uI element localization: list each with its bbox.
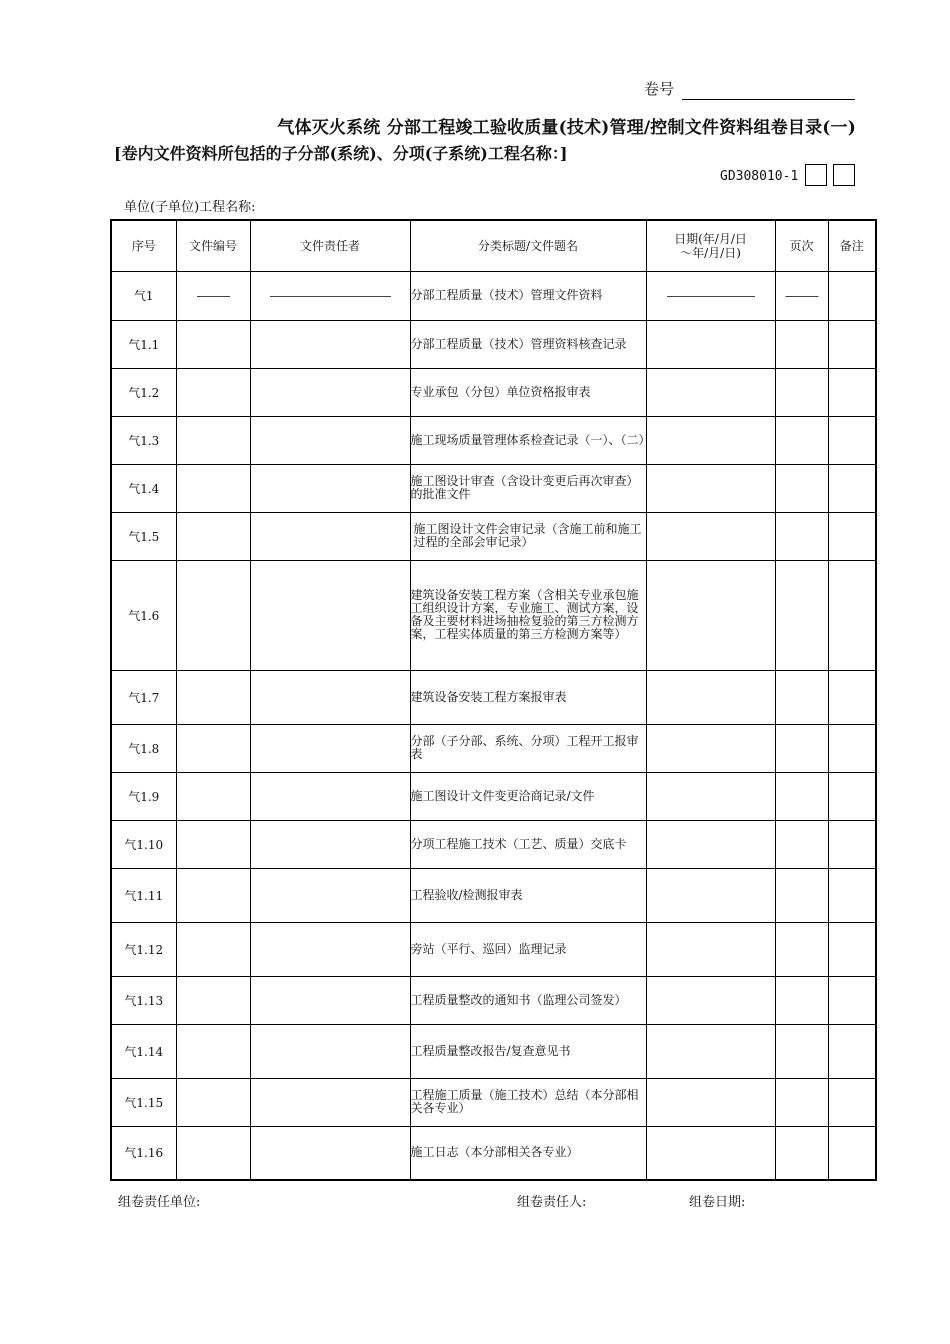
footer-person-label: 组卷责任人: (517, 1195, 587, 1210)
row-owner (250, 820, 410, 868)
row-title: 工程施工质量（施工技术）总结（本分部相关各专业） (410, 1078, 646, 1126)
table-header-row (111, 220, 876, 271)
volume-number-field (682, 99, 855, 100)
row-owner (250, 670, 410, 724)
header-title: 分类标题/文件题名 (410, 220, 646, 271)
row-date (646, 464, 775, 512)
row-seq: 气1.5 (111, 512, 176, 560)
row-remark (828, 724, 876, 772)
row-file-no (176, 976, 250, 1024)
row-owner (250, 368, 410, 416)
row-title: 施工日志（本分部相关各专业） (410, 1126, 646, 1180)
table-row (111, 416, 876, 464)
row-file-no (176, 560, 250, 670)
header-date-line1: 日期(年/月/日 (674, 231, 747, 246)
row-page (775, 1126, 828, 1180)
row-date (646, 820, 775, 868)
header-seq: 序号 (111, 220, 176, 271)
row-seq: 气1.6 (111, 560, 176, 670)
row-page (775, 1078, 828, 1126)
table-row (111, 670, 876, 724)
row-date (646, 512, 775, 560)
row-owner (250, 868, 410, 922)
row-remark (828, 464, 876, 512)
catalog-table (110, 219, 877, 1181)
row-owner (250, 416, 410, 464)
table-row (111, 368, 876, 416)
row-seq: 气1 (111, 271, 176, 320)
row-file-no (176, 1078, 250, 1126)
header-date (646, 220, 775, 271)
row-page (775, 368, 828, 416)
table-row (111, 976, 876, 1024)
row-date (646, 1126, 775, 1180)
row-owner (250, 1126, 410, 1180)
row-file-no (176, 512, 250, 560)
row-date (646, 560, 775, 670)
row-date (646, 724, 775, 772)
row-page (775, 1024, 828, 1078)
row-file-no (176, 320, 250, 368)
row-remark (828, 670, 876, 724)
row-date (646, 922, 775, 976)
row-title: 工程质量整改的通知书（监理公司签发） (410, 976, 646, 1024)
row-title: 旁站（平行、巡回）监理记录 (410, 922, 646, 976)
row-seq: 气1.10 (111, 820, 176, 868)
row-page (775, 868, 828, 922)
row-file-no: ——— (176, 271, 250, 320)
row-seq: 气1.15 (111, 1078, 176, 1126)
row-seq: 气1.14 (111, 1024, 176, 1078)
row-file-no (176, 820, 250, 868)
row-page (775, 922, 828, 976)
row-page (775, 320, 828, 368)
header-remark: 备注 (828, 220, 876, 271)
row-title: 工程验收/检测报审表 (410, 868, 646, 922)
row-remark (828, 1126, 876, 1180)
row-file-no (176, 464, 250, 512)
row-date (646, 1024, 775, 1078)
row-seq: 气1.2 (111, 368, 176, 416)
table-row (111, 1024, 876, 1078)
form-code: GD308010-1 (720, 169, 799, 184)
row-date: ———————— (646, 271, 775, 320)
row-remark (828, 560, 876, 670)
row-file-no (176, 724, 250, 772)
table-row (111, 820, 876, 868)
row-title: 分部工程质量（技术）管理文件资料 (410, 271, 646, 320)
footer-unit-label: 组卷责任单位: (118, 1195, 201, 1210)
row-owner (250, 976, 410, 1024)
document-title: 气体灭火系统 分部工程竣工验收质量(技术)管理/控制文件资料组卷目录(一) (277, 118, 856, 138)
row-date (646, 320, 775, 368)
row-owner (250, 560, 410, 670)
row-remark (828, 820, 876, 868)
row-file-no (176, 1024, 250, 1078)
table-row (111, 512, 876, 560)
table-row (111, 560, 876, 670)
row-page (775, 772, 828, 820)
row-seq: 气1.1 (111, 320, 176, 368)
row-owner (250, 1024, 410, 1078)
row-file-no (176, 368, 250, 416)
unit-name-label: 单位(子单位)工程名称: (124, 200, 256, 215)
row-title: 分部（子分部、系统、分项）工程开工报审表 (410, 724, 646, 772)
row-file-no (176, 670, 250, 724)
row-title: 分项工程施工技术（工艺、质量）交底卡 (410, 820, 646, 868)
row-owner (250, 922, 410, 976)
row-owner (250, 1078, 410, 1126)
row-remark (828, 320, 876, 368)
row-file-no (176, 416, 250, 464)
document-subtitle: [卷内文件资料所包括的子分部(系统)、分项(子系统)工程名称：] (114, 144, 568, 163)
row-remark (828, 1078, 876, 1126)
footer-date-label: 组卷日期: (689, 1195, 746, 1210)
header-owner: 文件责任者 (250, 220, 410, 271)
table-row (111, 320, 876, 368)
form-code-box-2 (833, 164, 855, 186)
row-remark (828, 512, 876, 560)
row-page (775, 416, 828, 464)
row-remark (828, 1024, 876, 1078)
header-file-no: 文件编号 (176, 220, 250, 271)
row-seq: 气1.7 (111, 670, 176, 724)
row-page (775, 976, 828, 1024)
header-date-line2: ～年/月/日) (680, 245, 741, 260)
row-seq: 气1.13 (111, 976, 176, 1024)
row-title: 施工现场质量管理体系检查记录（一）、（二） (410, 416, 646, 464)
table-row (111, 772, 876, 820)
row-title: 分部工程质量（技术）管理资料核查记录 (410, 320, 646, 368)
header-page: 页次 (775, 220, 828, 271)
row-seq: 气1.16 (111, 1126, 176, 1180)
row-file-no (176, 1126, 250, 1180)
row-seq: 气1.4 (111, 464, 176, 512)
row-page (775, 560, 828, 670)
row-seq: 气1.9 (111, 772, 176, 820)
row-title: 建筑设备安装工程方案（含相关专业承包施工组织设计方案，专业施工、测试方案，设备及主要材料进场抽检复验的第三方检测方案，工程实体质量的第三方检测方案等） (410, 560, 646, 670)
row-owner (250, 512, 410, 560)
row-date (646, 1078, 775, 1126)
row-owner (250, 320, 410, 368)
form-code-box-1 (805, 164, 827, 186)
row-page (775, 724, 828, 772)
row-remark (828, 271, 876, 320)
row-owner (250, 464, 410, 512)
table-row (111, 922, 876, 976)
row-remark (828, 368, 876, 416)
row-date (646, 868, 775, 922)
row-seq: 气1.3 (111, 416, 176, 464)
row-title: 建筑设备安装工程方案报审表 (410, 670, 646, 724)
row-page (775, 670, 828, 724)
row-date (646, 976, 775, 1024)
row-owner (250, 724, 410, 772)
row-title: 施工图设计文件变更洽商记录/文件 (410, 772, 646, 820)
row-page (775, 512, 828, 560)
row-title: 施工图设计审查（含设计变更后再次审查）的批准文件 (410, 464, 646, 512)
row-title: 工程质量整改报告/复查意见书 (410, 1024, 646, 1078)
row-remark (828, 922, 876, 976)
table-row (111, 1126, 876, 1180)
row-file-no (176, 922, 250, 976)
row-date (646, 670, 775, 724)
row-page (775, 464, 828, 512)
row-owner (250, 772, 410, 820)
row-seq: 气1.11 (111, 868, 176, 922)
row-title: 专业承包（分包）单位资格报审表 (410, 368, 646, 416)
table-row (111, 271, 876, 320)
row-date (646, 416, 775, 464)
table-body (111, 271, 876, 1180)
row-date (646, 368, 775, 416)
row-owner: ——————————— (250, 271, 410, 320)
volume-number-label: 卷号 (644, 80, 675, 98)
row-remark (828, 868, 876, 922)
row-file-no (176, 868, 250, 922)
row-remark (828, 416, 876, 464)
table-row (111, 868, 876, 922)
table-row (111, 724, 876, 772)
row-remark (828, 976, 876, 1024)
row-seq: 气1.8 (111, 724, 176, 772)
table-row (111, 464, 876, 512)
row-title: 施工图设计文件会审记录（含施工前和施工过程的全部会审记录） (410, 512, 646, 560)
row-page: ——— (775, 271, 828, 320)
row-file-no (176, 772, 250, 820)
row-seq: 气1.12 (111, 922, 176, 976)
table-row (111, 1078, 876, 1126)
row-page (775, 820, 828, 868)
row-date (646, 772, 775, 820)
row-remark (828, 772, 876, 820)
